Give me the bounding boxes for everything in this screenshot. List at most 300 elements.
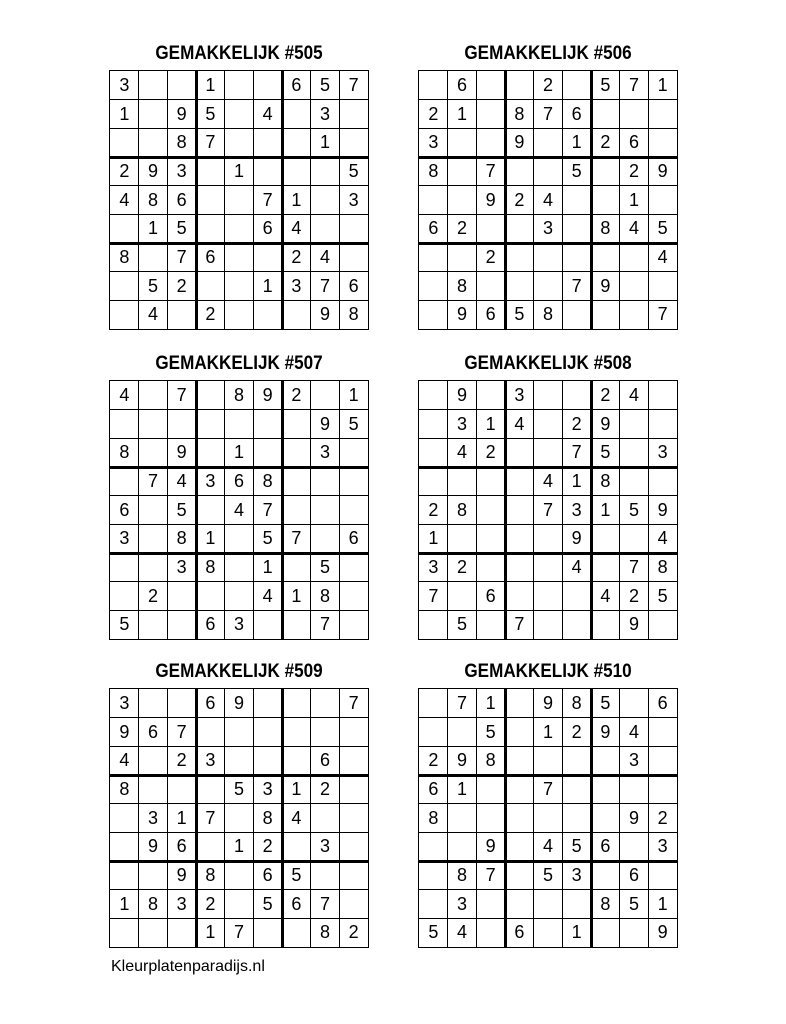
sudoku-cell-given: 5 [176, 499, 187, 520]
sudoku-cell-empty [591, 804, 620, 833]
sudoku-cell-given: 3 [456, 413, 467, 434]
sudoku-cell-given: 3 [205, 471, 216, 491]
sudoku-cell-empty [448, 718, 477, 747]
sudoku-cell-given: 3 [628, 750, 639, 771]
sudoku-cell-empty [339, 610, 368, 639]
sudoku-cell-given: 4 [456, 442, 467, 463]
sudoku-cell-given: 3 [348, 189, 359, 210]
sudoku-cell-given: 5 [205, 103, 216, 124]
sudoku-cell-given: 5 [571, 836, 582, 857]
sudoku-cell-given: 3 [119, 693, 130, 713]
sudoku-cell-given: 4 [514, 413, 525, 434]
sudoku-cell-given: 5 [542, 865, 553, 885]
sudoku-cell-given: 9 [319, 304, 330, 325]
sudoku-cell-empty [505, 214, 534, 243]
sudoku-cell-given: 1 [657, 75, 668, 95]
sudoku-cell-given: 5 [657, 585, 668, 606]
sudoku-cell-given: 8 [600, 893, 611, 914]
sudoku-cell-given: 3 [657, 442, 668, 463]
sudoku-cell-empty [311, 718, 340, 747]
sudoku-cell-empty [534, 918, 563, 947]
puzzle-title: GEMAKKELIJK #506 [464, 43, 632, 64]
sudoku-cell-empty [225, 100, 254, 129]
sudoku-cell-empty [562, 582, 591, 611]
sudoku-cell-given: 9 [485, 189, 496, 210]
sudoku-cell-empty [448, 157, 477, 186]
sudoku-cell-empty [534, 410, 563, 439]
sudoku-cell-empty [110, 214, 139, 243]
sudoku-cell-given: 4 [542, 189, 553, 210]
sudoku-cell-empty [282, 718, 311, 747]
sudoku-cell-empty [110, 467, 139, 496]
sudoku-cell-given: 7 [542, 103, 553, 124]
sudoku-cell-empty [196, 496, 225, 525]
sudoku-cell-empty [562, 381, 591, 410]
sudoku-cell-empty [253, 157, 282, 186]
sudoku-cell-given: 3 [319, 442, 330, 463]
sudoku-cell-given: 2 [600, 385, 611, 405]
sudoku-cell-given: 6 [485, 304, 496, 325]
sudoku-cell-empty [167, 410, 196, 439]
sudoku-cell-empty [534, 243, 563, 272]
sudoku-cell-empty [139, 128, 168, 157]
sudoku-cell-given: 1 [600, 499, 611, 520]
sudoku-cell-given: 7 [428, 585, 439, 606]
sudoku-cell-given: 9 [119, 721, 130, 742]
sudoku-cell-given: 7 [628, 557, 639, 577]
sudoku-cell-empty [139, 918, 168, 947]
sudoku-cell-given: 9 [147, 836, 158, 857]
sudoku-cell-empty [448, 804, 477, 833]
sudoku-cell-given: 7 [485, 161, 496, 181]
sudoku-cell-empty [620, 243, 649, 272]
sudoku-cell-empty [476, 524, 505, 553]
sudoku-cell-empty [591, 610, 620, 639]
sudoku-cell-given: 1 [485, 413, 496, 434]
puzzle-title: GEMAKKELIJK #510 [464, 661, 632, 682]
sudoku-cell-empty [505, 272, 534, 301]
sudoku-cell-given: 7 [262, 499, 273, 520]
sudoku-cell-empty [167, 300, 196, 329]
sudoku-cell-empty [311, 214, 340, 243]
sudoku-cell-given: 7 [348, 75, 359, 95]
sudoku-cell-given: 5 [600, 75, 611, 95]
sudoku-cell-empty [620, 832, 649, 861]
sudoku-cell-given: 4 [319, 247, 330, 267]
sudoku-cell-given: 4 [657, 528, 668, 549]
sudoku-cell-given: 1 [262, 557, 273, 577]
sudoku-cell-given: 5 [628, 499, 639, 520]
sudoku-cell-empty [339, 832, 368, 861]
sudoku-cell-given: 9 [657, 922, 668, 943]
sudoku-cell-empty [167, 71, 196, 100]
sudoku-cell-empty [311, 861, 340, 890]
sudoku-cell-given: 8 [262, 807, 273, 828]
sudoku-cell-empty [167, 610, 196, 639]
sudoku-cell-given: 2 [176, 275, 187, 296]
sudoku-cell-empty [591, 918, 620, 947]
sudoku-cell-empty [282, 100, 311, 129]
sudoku-cell-empty [282, 438, 311, 467]
sudoku-cell-given: 3 [319, 836, 330, 857]
sudoku-cell-given: 9 [456, 304, 467, 325]
sudoku-cell-given: 2 [176, 750, 187, 771]
sudoku-cell-given: 1 [428, 528, 439, 549]
sudoku-cell-given: 9 [657, 499, 668, 520]
sudoku-cell-given: 5 [147, 275, 158, 296]
sudoku-cell-given: 9 [485, 836, 496, 857]
sudoku-cell-given: 7 [571, 442, 582, 463]
sudoku-cell-given: 1 [348, 385, 359, 405]
sudoku-cell-empty [505, 718, 534, 747]
sudoku-cell-empty [339, 775, 368, 804]
sudoku-cell-empty [648, 100, 677, 129]
sudoku-cell-given: 4 [176, 471, 187, 491]
sudoku-cell-given: 5 [262, 528, 273, 549]
sudoku-cell-empty [620, 300, 649, 329]
sudoku-cell-given: 6 [456, 75, 467, 95]
sudoku-cell-given: 9 [319, 413, 330, 434]
sudoku-cell-empty [562, 243, 591, 272]
sudoku-cell-given: 9 [628, 807, 639, 828]
sudoku-cell-empty [476, 214, 505, 243]
sudoku-cell-given: 6 [205, 614, 216, 635]
sudoku-cell-empty [311, 804, 340, 833]
sudoku-cell-empty [196, 410, 225, 439]
sudoku-cell-empty [110, 804, 139, 833]
sudoku-cell-given: 5 [628, 893, 639, 914]
sudoku-cell-given: 7 [348, 693, 359, 713]
sudoku-cell-given: 9 [176, 103, 187, 124]
sudoku-cell-empty [311, 186, 340, 215]
sudoku-cell-empty [225, 214, 254, 243]
sudoku-cell-empty [225, 272, 254, 301]
sudoku-cell-given: 4 [147, 304, 158, 325]
sudoku-cell-given: 7 [456, 693, 467, 713]
sudoku-cell-given: 2 [485, 442, 496, 463]
sudoku-cell-given: 9 [657, 161, 668, 181]
sudoku-cell-empty [562, 186, 591, 215]
sudoku-cell-empty [282, 553, 311, 582]
sudoku-cell-given: 9 [233, 693, 244, 713]
puzzle-title: GEMAKKELIJK #508 [464, 353, 632, 374]
sudoku-cell-empty [339, 100, 368, 129]
sudoku-cell-empty [225, 186, 254, 215]
sudoku-cell-given: 5 [291, 865, 302, 885]
sudoku-cell-empty [505, 496, 534, 525]
sudoku-cell-given: 7 [147, 471, 158, 491]
sudoku-cell-given: 4 [628, 721, 639, 742]
sudoku-cell-given: 6 [571, 103, 582, 124]
sudoku-cell-given: 3 [514, 385, 525, 405]
sudoku-cell-empty [339, 718, 368, 747]
sudoku-cell-empty [167, 582, 196, 611]
sudoku-cell-empty [419, 718, 448, 747]
sudoku-cell-empty [196, 582, 225, 611]
sudoku-cell-empty [282, 157, 311, 186]
sudoku-cell-given: 9 [514, 132, 525, 153]
sudoku-cell-given: 6 [233, 471, 244, 491]
sudoku-cell-empty [110, 553, 139, 582]
sudoku-cell-empty [534, 381, 563, 410]
sudoku-cell-given: 9 [600, 275, 611, 296]
sudoku-cell-given: 4 [628, 385, 639, 405]
sudoku-cell-given: 1 [176, 807, 187, 828]
sudoku-cell-given: 5 [348, 413, 359, 434]
sudoku-cell-empty [196, 214, 225, 243]
sudoku-cell-empty [534, 157, 563, 186]
sudoku-cell-given: 2 [205, 893, 216, 914]
sudoku-cell-given: 8 [600, 471, 611, 491]
sudoku-cell-given: 9 [571, 528, 582, 549]
puzzle-title: GEMAKKELIJK #505 [155, 43, 323, 64]
sudoku-cell-given: 7 [485, 865, 496, 885]
sudoku-grid [418, 70, 678, 330]
sudoku-cell-given: 4 [456, 922, 467, 943]
sudoku-cell-empty [282, 746, 311, 775]
sudoku-cell-given: 8 [176, 132, 187, 153]
sudoku-cell-given: 1 [542, 721, 553, 742]
sudoku-cell-empty [225, 890, 254, 919]
sudoku-cell-given: 5 [233, 779, 244, 799]
sudoku-cell-given: 2 [291, 385, 302, 405]
sudoku-cell-empty [282, 832, 311, 861]
sudoku-cell-given: 5 [319, 75, 330, 95]
sudoku-cell-given: 2 [456, 218, 467, 239]
sudoku-cell-given: 6 [600, 836, 611, 857]
sudoku-cell-given: 6 [348, 275, 359, 296]
sudoku-cell-empty [648, 718, 677, 747]
sudoku-cell-given: 7 [542, 779, 553, 799]
sudoku-cell-empty [419, 410, 448, 439]
sudoku-cell-empty [534, 582, 563, 611]
sudoku-cell-given: 2 [456, 557, 467, 577]
sudoku-cell-given: 8 [348, 304, 359, 325]
sudoku-cell-given: 6 [319, 750, 330, 771]
sudoku-cell-empty [139, 410, 168, 439]
sudoku-cell-given: 1 [456, 103, 467, 124]
sudoku-cell-empty [139, 746, 168, 775]
sudoku-cell-given: 1 [291, 779, 302, 799]
sudoku-cell-given: 2 [348, 922, 359, 943]
sudoku-cell-given: 6 [262, 865, 273, 885]
sudoku-cell-given: 9 [262, 385, 273, 405]
sudoku-cell-given: 2 [628, 585, 639, 606]
sudoku-cell-empty [562, 804, 591, 833]
sudoku-cell-empty [419, 186, 448, 215]
sudoku-cell-given: 5 [119, 614, 130, 635]
sudoku-cell-given: 3 [176, 893, 187, 914]
sudoku-cell-empty [448, 128, 477, 157]
sudoku-cell-empty [505, 804, 534, 833]
sudoku-cell-given: 2 [291, 247, 302, 267]
sudoku-cell-empty [419, 610, 448, 639]
sudoku-cell-given: 8 [319, 585, 330, 606]
sudoku-cell-given: 1 [205, 528, 216, 549]
sudoku-cell-empty [476, 890, 505, 919]
sudoku-cell-empty [591, 100, 620, 129]
sudoku-cell-given: 8 [428, 161, 439, 181]
sudoku-cell-empty [196, 718, 225, 747]
sudoku-cell-empty [339, 746, 368, 775]
sudoku-cell-empty [253, 610, 282, 639]
sudoku-cell-given: 1 [119, 893, 130, 914]
sudoku-cell-empty [419, 272, 448, 301]
sudoku-cell-given: 3 [119, 75, 130, 95]
sudoku-cell-given: 8 [119, 247, 130, 267]
sudoku-cell-empty [476, 128, 505, 157]
sudoku-cell-given: 7 [319, 893, 330, 914]
sudoku-cell-empty [505, 689, 534, 718]
sudoku-cell-empty [225, 410, 254, 439]
sudoku-cell-empty [562, 890, 591, 919]
sudoku-cell-given: 8 [205, 557, 216, 577]
sudoku-cell-given: 2 [571, 413, 582, 434]
sudoku-cell-empty [282, 410, 311, 439]
sudoku-cell-given: 2 [628, 161, 639, 181]
sudoku-cell-given: 7 [262, 189, 273, 210]
sudoku-cell-empty [311, 467, 340, 496]
sudoku-cell-empty [476, 71, 505, 100]
sudoku-cell-given: 4 [291, 218, 302, 239]
sudoku-cell-empty [648, 746, 677, 775]
sudoku-cell-given: 7 [542, 499, 553, 520]
sudoku-cell-given: 6 [428, 218, 439, 239]
sudoku-cell-empty [476, 272, 505, 301]
sudoku-cell-given: 2 [571, 721, 582, 742]
sudoku-cell-given: 1 [319, 132, 330, 153]
sudoku-cell-given: 8 [262, 471, 273, 491]
sudoku-cell-given: 1 [657, 893, 668, 914]
sudoku-cell-given: 1 [571, 471, 582, 491]
sudoku-cell-empty [253, 128, 282, 157]
sudoku-cell-given: 6 [428, 779, 439, 799]
sudoku-cell-given: 8 [542, 304, 553, 325]
sudoku-cell-empty [139, 524, 168, 553]
sudoku-cell-empty [282, 496, 311, 525]
sudoku-cell-empty [505, 553, 534, 582]
sudoku-cell-given: 2 [514, 189, 525, 210]
sudoku-cell-empty [620, 918, 649, 947]
sudoku-cell-empty [110, 582, 139, 611]
sudoku-cell-empty [139, 861, 168, 890]
sudoku-cell-empty [476, 496, 505, 525]
sudoku-cell-given: 2 [657, 807, 668, 828]
sudoku-cell-empty [505, 243, 534, 272]
sudoku-cell-empty [591, 300, 620, 329]
sudoku-cell-empty [225, 128, 254, 157]
sudoku-cell-given: 7 [319, 275, 330, 296]
sudoku-cell-given: 7 [628, 75, 639, 95]
sudoku-cell-empty [339, 214, 368, 243]
sudoku-cell-empty [534, 746, 563, 775]
sudoku-cell-empty [591, 861, 620, 890]
sudoku-grid [109, 70, 369, 330]
sudoku-cell-empty [562, 610, 591, 639]
sudoku-cell-given: 8 [600, 218, 611, 239]
sudoku-cell-given: 2 [262, 836, 273, 857]
sudoku-cell-empty [139, 689, 168, 718]
sudoku-cell-empty [311, 689, 340, 718]
sudoku-cell-empty [196, 832, 225, 861]
sudoku-cell-given: 9 [147, 161, 158, 181]
sudoku-cell-given: 5 [571, 161, 582, 181]
sudoku-cell-empty [620, 467, 649, 496]
sudoku-cell-given: 3 [319, 103, 330, 124]
sudoku-cell-empty [339, 128, 368, 157]
sudoku-cell-given: 3 [233, 614, 244, 635]
sudoku-cell-empty [196, 438, 225, 467]
sudoku-cell-given: 2 [205, 304, 216, 325]
sudoku-cell-empty [476, 918, 505, 947]
sudoku-cell-empty [419, 890, 448, 919]
sudoku-cell-empty [110, 861, 139, 890]
sudoku-cell-given: 9 [600, 413, 611, 434]
sudoku-cell-empty [225, 746, 254, 775]
sudoku-cell-empty [505, 832, 534, 861]
sudoku-cell-empty [225, 582, 254, 611]
sudoku-cell-empty [505, 582, 534, 611]
sudoku-cell-given: 6 [514, 922, 525, 943]
sudoku-cell-given: 5 [600, 693, 611, 713]
sudoku-cell-given: 1 [485, 693, 496, 713]
sudoku-cell-given: 7 [291, 528, 302, 549]
sudoku-cell-empty [476, 775, 505, 804]
sudoku-cell-given: 9 [628, 614, 639, 635]
sudoku-cell-given: 8 [119, 442, 130, 463]
sudoku-cell-given: 4 [119, 189, 130, 210]
sudoku-cell-empty [282, 300, 311, 329]
sudoku-cell-empty [225, 71, 254, 100]
sudoku-cell-empty [110, 918, 139, 947]
sudoku-cell-given: 1 [205, 75, 216, 95]
sudoku-cell-given: 8 [205, 865, 216, 885]
sudoku-cell-given: 9 [176, 865, 187, 885]
sudoku-cell-given: 7 [205, 132, 216, 153]
sudoku-cell-empty [448, 243, 477, 272]
sudoku-cell-given: 3 [428, 557, 439, 577]
sudoku-cell-given: 5 [485, 721, 496, 742]
sudoku-cell-empty [505, 861, 534, 890]
sudoku-cell-empty [620, 689, 649, 718]
sudoku-cell-given: 3 [657, 836, 668, 857]
sudoku-cell-empty [339, 553, 368, 582]
sudoku-cell-given: 4 [657, 247, 668, 267]
sudoku-cell-empty [648, 381, 677, 410]
sudoku-cell-given: 7 [205, 807, 216, 828]
sudoku-cell-empty [591, 775, 620, 804]
sudoku-cell-given: 6 [291, 75, 302, 95]
sudoku-cell-given: 3 [291, 275, 302, 296]
sudoku-cell-empty [339, 861, 368, 890]
sudoku-cell-given: 4 [628, 218, 639, 239]
sudoku-cell-empty [648, 467, 677, 496]
sudoku-cell-given: 6 [205, 247, 216, 267]
sudoku-cell-empty [476, 610, 505, 639]
sudoku-cell-empty [139, 610, 168, 639]
sudoku-cell-given: 3 [571, 499, 582, 520]
sudoku-cell-given: 8 [456, 275, 467, 296]
sudoku-cell-given: 8 [571, 693, 582, 713]
sudoku-cell-given: 8 [176, 528, 187, 549]
sudoku-cell-empty [448, 186, 477, 215]
footer-site-name: Kleurplatenparadijs.nl [111, 958, 265, 975]
sudoku-cell-empty [562, 746, 591, 775]
sudoku-cell-empty [311, 524, 340, 553]
sudoku-cell-given: 5 [514, 304, 525, 325]
sudoku-cell-given: 1 [571, 922, 582, 943]
sudoku-cell-empty [419, 381, 448, 410]
